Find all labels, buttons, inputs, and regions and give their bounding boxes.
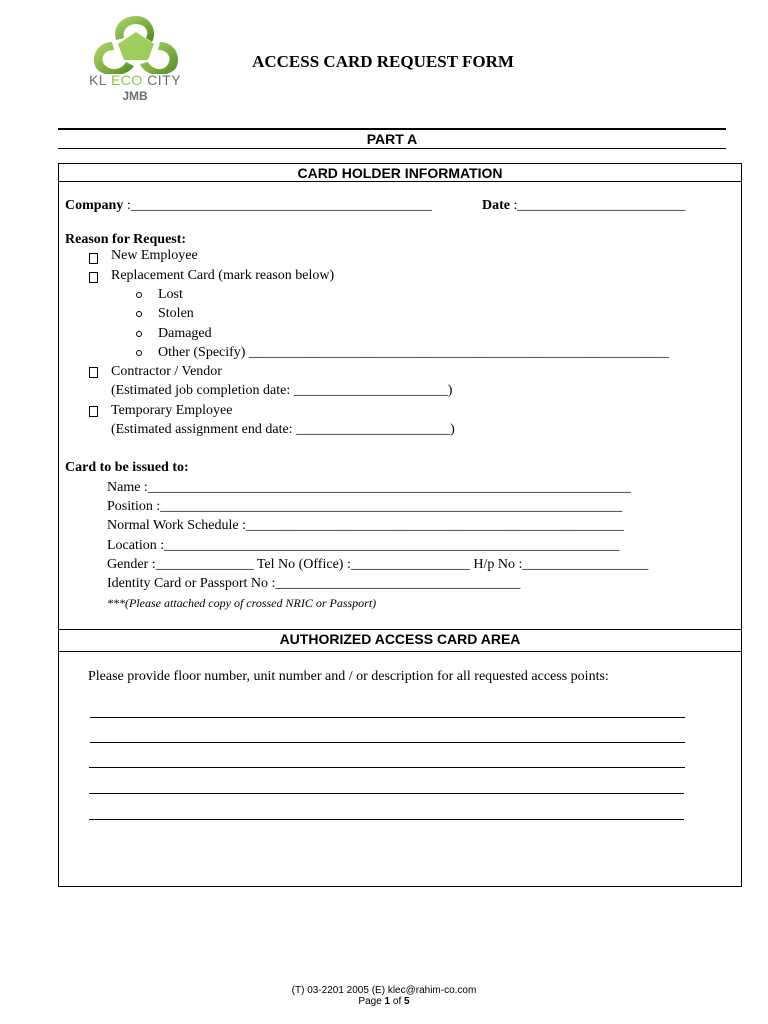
stolen-radio[interactable] bbox=[136, 311, 142, 317]
issued-to-label: Card to be issued to: bbox=[65, 460, 189, 475]
damaged-label: Damaged bbox=[158, 326, 212, 341]
logo-mark-icon bbox=[88, 12, 184, 74]
company-blank[interactable]: :___________________________________________ bbox=[123, 198, 432, 213]
access-line-2[interactable] bbox=[90, 742, 685, 743]
access-line-3[interactable] bbox=[89, 767, 685, 768]
contractor-checkbox[interactable] bbox=[89, 367, 98, 378]
temporary-date-field[interactable]: (Estimated assignment end date: ______________________) bbox=[111, 422, 455, 437]
date-field[interactable] bbox=[482, 198, 685, 214]
part-a-divider bbox=[58, 148, 726, 149]
footer-contact: (T) 03-2201 2005 (E) klec@rahim-co.com bbox=[291, 985, 477, 996]
lost-radio[interactable] bbox=[136, 292, 142, 298]
access-instruction: Please provide floor number, unit number and / or description for all requested access points: bbox=[88, 669, 609, 684]
replacement-card-label: Replacement Card (mark reason below) bbox=[111, 268, 335, 283]
gender-tel-hp-field[interactable]: Gender :______________ Tel No (Office) :_________________ H/p No :__________________ bbox=[107, 557, 649, 572]
logo-text-line2: JMB bbox=[122, 89, 148, 103]
footer-page-number: Page 1 of 5 bbox=[358, 996, 410, 1007]
other-radio[interactable] bbox=[136, 350, 142, 356]
lost-label: Lost bbox=[158, 287, 183, 302]
other-specify-field[interactable]: Other (Specify) ____________________________________________________________ bbox=[158, 345, 669, 360]
nric-note: ***(Please attached copy of crossed NRIC or Passport) bbox=[107, 596, 377, 610]
date-blank[interactable]: :________________________ bbox=[510, 198, 686, 213]
temporary-checkbox[interactable] bbox=[89, 406, 98, 417]
card-holder-heading: CARD HOLDER INFORMATION bbox=[297, 165, 503, 181]
company-field[interactable] bbox=[65, 198, 432, 214]
access-line-1[interactable] bbox=[90, 717, 685, 718]
logo-text-line1: KL ECO CITY bbox=[88, 72, 182, 88]
work-schedule-field[interactable]: Normal Work Schedule :______________________________________________________ bbox=[107, 518, 624, 533]
position-field[interactable]: Position :__________________________________________________________________ bbox=[107, 499, 623, 514]
reason-label: Reason for Request: bbox=[65, 232, 187, 247]
ic-passport-field[interactable]: Identity Card or Passport No :___________________________________ bbox=[107, 576, 521, 591]
damaged-radio[interactable] bbox=[136, 331, 142, 337]
replacement-card-checkbox[interactable] bbox=[89, 272, 98, 283]
card-holder-heading-divider bbox=[58, 181, 742, 182]
contractor-date-field[interactable]: (Estimated job completion date: ______________________) bbox=[111, 383, 453, 398]
access-area-heading: AUTHORIZED ACCESS CARD AREA bbox=[279, 631, 521, 647]
name-field[interactable]: Name :_____________________________________________________________________ bbox=[107, 480, 631, 495]
company-label: Company bbox=[65, 198, 124, 213]
access-line-5[interactable] bbox=[89, 819, 684, 820]
form-title: ACCESS CARD REQUEST FORM bbox=[252, 52, 514, 71]
logo bbox=[80, 12, 190, 104]
new-employee-label: New Employee bbox=[111, 248, 198, 263]
contractor-label: Contractor / Vendor bbox=[111, 364, 222, 379]
date-label: Date bbox=[482, 198, 510, 213]
access-area-heading-divider bbox=[58, 651, 742, 652]
access-area-section bbox=[58, 629, 742, 887]
temporary-label: Temporary Employee bbox=[111, 403, 233, 418]
part-a-label: PART A bbox=[366, 131, 418, 147]
top-divider bbox=[58, 128, 726, 130]
access-line-4[interactable] bbox=[89, 793, 684, 794]
stolen-label: Stolen bbox=[158, 306, 194, 321]
location-field[interactable]: Location :_________________________________________________________________ bbox=[107, 538, 620, 553]
new-employee-checkbox[interactable] bbox=[89, 253, 98, 264]
